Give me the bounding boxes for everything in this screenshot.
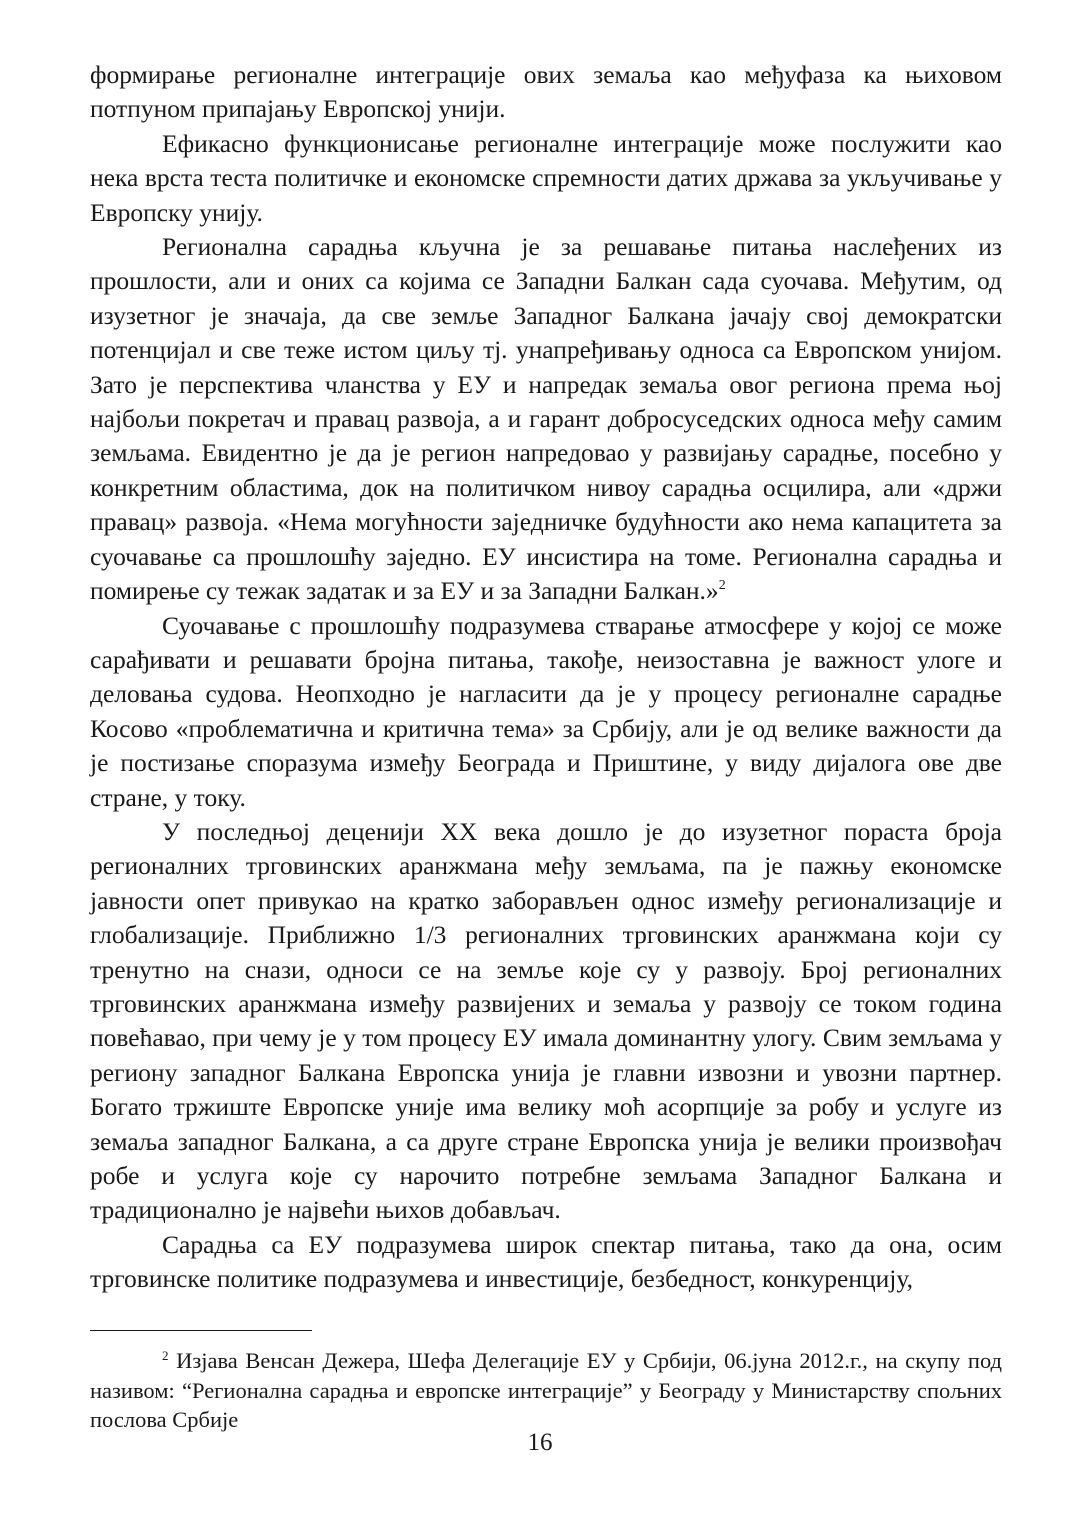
- footnote-text: Изјава Венсан Дежера, Шефа Делегације ЕУ у Србији, 06.јуна 2012.г., на скупу под називом: “Регионална сарадња и европске интеграције” у Београду у Министарству спољних послова Србије: [90, 1348, 1002, 1432]
- paragraph-6: [90, 1228, 1002, 1297]
- paragraph-text: Ефикасно функционисање регионалне интеграције може послужити као нека врста теста политичке и економске спремности датих држава за укључивање у Европску унију.: [90, 128, 1002, 227]
- footnote: [90, 1346, 1002, 1435]
- paragraph-text: Сарадња са ЕУ подразумева широк спектар питања, тако да она, осим трговинске политике подразумева и инвестиције, безбедност, конкуренцију,: [90, 1229, 1002, 1294]
- paragraph-5: [90, 815, 1002, 1228]
- paragraph-text: Суочавање с прошлошћу подразумева стварање атмосфере у којој се може сарађивати и решавати бројна питања, такође, неизоставна је важност улоге и деловања судова. Неопходно је нагласити да је у процесу регионалне сарадње Косово «проблематична и критична тема» за Србију, али је од велике важности да је постизање споразума између Београда и Приштине, у виду дијалога ове две стране, у току.: [90, 610, 1002, 812]
- paragraph-text: Регионална сарадња кључна је за решавање питања наслеђених из прошлости, али и оних са којима се Западни Балкан сада суочава. Међутим, од изузетног је значаја, да све земље Западног Балкана јачају свој демократски потенцијал и све теже истом циљу тј. унапређивању односа са Европском унијом. Зато је перспектива чланства у ЕУ и напредак земаља овог региона према њој најбољи покретач и правац развоја, а и гарант добросуседских односа међу самим земљама. Евидентно је да је регион напредовао у развијању сарадње, посебно у конкретним областима, док на политичком нивоу сарадња осцилира, али «држи правац» развоја. «Нема могућности заједничке будућности ако нема капацитета за суочавање са прошлошћу заједно. ЕУ инсистира на томе. Регионална сарадња и помирење су тежак задатак и за ЕУ и за Западни Балкан.»: [90, 232, 1002, 606]
- paragraph-2: [90, 127, 1002, 230]
- footnote-marker: 2: [162, 1348, 169, 1363]
- page-number: 16: [527, 1429, 553, 1456]
- footnote-reference: 2: [718, 578, 726, 594]
- footnote-paragraph: [90, 1346, 1002, 1435]
- paragraph-3: [90, 230, 1002, 608]
- footnote-separator: [90, 1330, 312, 1331]
- paragraph-text: У последњој деценији XX века дошло је до изузетног пораста броја регионалних трговинских аранжмана међу земљама, па је пажњу економске јавности опет привукао на кратко заборављен однос између регионализације и глобализације. Приближно 1/3 регионалних трговинских аранжмана који су тренутно на снази, односи се на земље које су у развоју. Број регионалних трговинских аранжмана између развијених и земаља у развоју се током година повећавао, при чему је у том процесу ЕУ имала доминантну улогу. Свим земљама у региону западног Балкана Европска унија је главни извозни и увозни партнер. Богато тржиште Европске уније има велику моћ асорпције за робу и услуге из земаља западног Балкана, а са друге стране Европска унија је велики произвођач робе и услуга које су нарочито потребне земљама Западног Балкана и традиционално је највећи њихов добављач.: [90, 816, 1002, 1225]
- paragraph-1: [90, 58, 1002, 127]
- paragraph-text: формирање регионалне интеграције ових земаља као међуфаза ка њиховом потпуном припајању Европској унији.: [90, 60, 1002, 124]
- paragraph-4: [90, 609, 1002, 815]
- main-text: [90, 58, 1002, 1297]
